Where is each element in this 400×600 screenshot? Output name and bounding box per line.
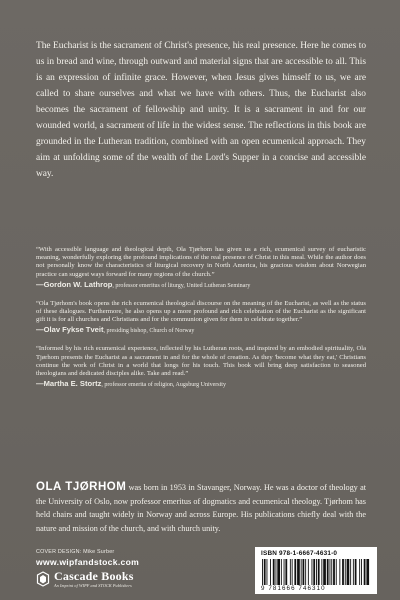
barcode-bar	[323, 559, 326, 585]
barcode-bar	[316, 559, 317, 585]
barcode-bar	[353, 559, 354, 585]
barcode-bar	[301, 559, 302, 585]
barcode-bar	[297, 559, 300, 585]
isbn-barcode	[255, 547, 377, 594]
endorser-name: Olav Fykse Tveit	[43, 325, 104, 335]
barcode-bar	[318, 559, 320, 585]
cover-design-credit: COVER DESIGN: Mike Surber	[36, 549, 115, 555]
barcode-bar	[284, 559, 285, 585]
barcode-bar	[277, 559, 280, 585]
endorser-title: presiding bishop, Church of Norway	[106, 328, 195, 335]
barcode-bar	[312, 559, 313, 585]
publisher-mark-icon	[36, 571, 50, 587]
barcode-bar	[267, 559, 268, 585]
endorsement-quote: “With accessible language and theological depth, Ola Tjørhom has given us a rich, ecumenical survey of eucharistic meaning, wonderfully exploring the profound implications of the real presence of Christ in this meal. While the author does not personally know the characteristics of liturgical recovery in North America, his gracious wisdom about Norwegian practice can suggest ways forward for many regions of the church.”	[36, 246, 366, 278]
barcode-bar	[285, 559, 287, 585]
barcode-bar	[305, 559, 306, 585]
barcode-bar	[281, 559, 282, 585]
endorser-title: professor emeritus of liturgy, United Lutheran Seminary	[115, 282, 251, 289]
barcode-bar	[339, 559, 340, 585]
barcode-bar	[327, 559, 329, 585]
barcode-bar	[364, 559, 366, 585]
barcode-bar	[292, 559, 293, 585]
back-cover-blurb	[36, 38, 366, 182]
endorser-name: Gordon W. Lathrop	[43, 279, 113, 289]
barcode-bar	[303, 559, 305, 585]
endorsement-quote: “Informed by his rich ecumenical experience, inflected by his Lutheran roots, and inspired by an embodied spirituality, Ola Tjørhom presents the Eucharist as a sacrament in and for the whole of creation. As they 'become what they eat,' Christians continue the work of Christ in a world that longs for his touch. This book will bring deep satisfaction to seasoned theologians and dedicated disciples alike. Take and read.”	[36, 345, 366, 378]
barcode-bar	[342, 559, 344, 585]
barcode-bar	[355, 559, 357, 585]
barcode-bar	[308, 559, 309, 585]
barcode-bar	[321, 559, 322, 585]
author-name: OLA TJØRHOM	[36, 481, 127, 493]
barcode-bar	[347, 559, 350, 585]
author-bio	[36, 481, 366, 535]
publisher-name: Cascade Books	[54, 569, 134, 583]
endorsement-attribution: —Gordon W. Lathrop, professor emeritus of liturgy, United Lutheran Seminary	[36, 279, 251, 289]
endorsements	[36, 246, 366, 399]
barcode-bar	[290, 559, 291, 585]
endorsement	[36, 246, 366, 291]
publisher-logo	[36, 570, 148, 594]
endorser-title: professor emerita of religion, Augsburg University	[104, 382, 226, 389]
barcode-bar	[264, 559, 266, 585]
barcode-bar	[270, 559, 271, 585]
publisher-website: www.wipfandstock.com	[36, 557, 140, 567]
barcode-bar	[333, 559, 335, 585]
endorsement	[36, 345, 366, 390]
endorsement-attribution: —Martha E. Stortz, professor emerita of religion, Augsburg University	[36, 379, 226, 389]
barcode-bar	[273, 559, 275, 585]
barcode-bar	[262, 559, 263, 585]
publisher-subtitle: An Imprint of WIPF and STOCK Publishers	[54, 583, 132, 588]
barcode-bar	[313, 559, 315, 585]
barcode-bar	[359, 559, 360, 585]
endorsement	[36, 300, 366, 337]
isbn-number: ISBN 978-1-6667-4631-0	[261, 550, 338, 557]
barcode-bar	[361, 559, 362, 585]
endorsement-attribution: —Olav Fykse Tveit, presiding bishop, Church of Norway	[36, 325, 195, 335]
barcode-bar	[350, 559, 351, 585]
barcode-bar	[366, 559, 369, 585]
barcode-digits: 9 781666 746310	[261, 585, 326, 592]
barcode-bar	[336, 559, 337, 585]
barcode-bar	[276, 559, 277, 585]
barcode-bar	[345, 559, 346, 585]
barcode-bar	[331, 559, 332, 585]
blurb-text: The Eucharist is the sacrament of Christ's presence, his real presence. Here he comes to us in bread and wine, through outward and material signs that are accessible to all. This is an expression of infinite grace. However, when Jesus gives himself to us, we are called to share ourselves and what we have with others. Thus, the Eucharist also becomes the sacrament of fellowship and unity. It is a sacrament in and for our wounded world, a sacrament of life in the widest sense. The reflections in this book are grounded in the Lutheran tradition, combined with an open ecumenical approach. They aim at unfolding some of the wealth of the Lord's Supper in a concise and accessible way.	[36, 41, 366, 179]
barcode-bars	[261, 559, 371, 585]
barcode-bar	[330, 559, 331, 585]
endorser-name: Martha E. Stortz	[43, 379, 102, 389]
barcode-bar	[294, 559, 296, 585]
author-bio-text: was born in 1953 in Stavanger, Norway. He was a doctor of theology at the University of Oslo, now professor emeritus of dogmatics and ecumenical theology. Tjørhom has held chairs and taught widely in Norway and across Europe. His publications chiefly deal with the nature and mission of the church, and with church unity.	[36, 483, 366, 533]
endorsement-quote: “Ola Tjørhom's book opens the rich ecumenical theological discourse on the meaning of the Eucharist, as well as the status of these dialogues. Furthermore, he also opens up a more profound and rich celebration of the Eucharist as the significant gift it is for all churches and Christians and for the communion given for them to celebrate together.”	[36, 299, 366, 324]
